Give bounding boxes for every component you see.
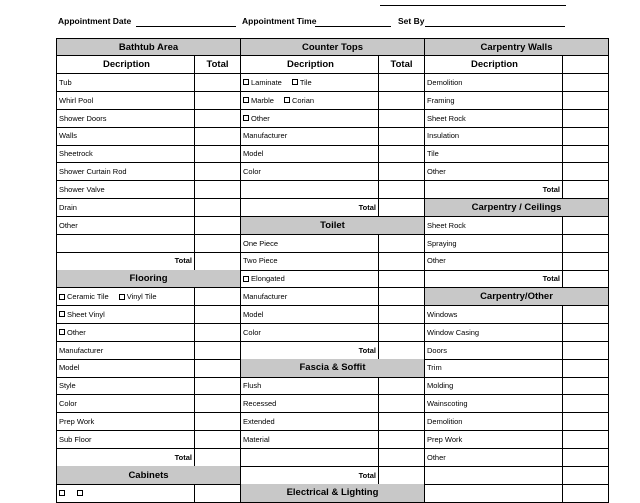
line-item-row bbox=[424, 74, 609, 92]
line-item-row bbox=[56, 484, 241, 502]
line-item-row bbox=[56, 377, 241, 395]
description-cell[interactable]: Color bbox=[241, 163, 379, 180]
total-cell[interactable] bbox=[379, 377, 424, 394]
description-cell[interactable]: Spraying bbox=[425, 234, 563, 251]
total-cell[interactable] bbox=[379, 109, 424, 126]
section-title: Electrical & Lighting bbox=[286, 487, 379, 499]
line-item-row bbox=[56, 288, 241, 306]
description-cell[interactable]: Model bbox=[241, 306, 379, 323]
total-cell[interactable] bbox=[563, 324, 608, 341]
section-title: Fascia & Soffit bbox=[299, 362, 366, 374]
description-cell[interactable]: Shower Curtain Rod bbox=[57, 163, 195, 180]
description-cell[interactable]: Tub bbox=[57, 74, 195, 91]
description-cell[interactable]: Model bbox=[57, 359, 195, 376]
description-cell[interactable]: Wainscoting bbox=[425, 395, 563, 412]
set-by-label: Set By bbox=[398, 16, 425, 26]
line-item-row bbox=[56, 109, 241, 127]
top-rule bbox=[380, 5, 566, 6]
line-item-row bbox=[424, 109, 609, 127]
options-cell bbox=[241, 74, 379, 91]
line-item-row bbox=[240, 92, 425, 110]
description-cell[interactable]: Sheet Rock bbox=[425, 217, 563, 234]
total-row bbox=[240, 466, 425, 484]
total-row bbox=[424, 181, 609, 199]
checkbox-icon[interactable] bbox=[243, 79, 249, 85]
appointment-time-field[interactable] bbox=[315, 26, 391, 27]
option-label: Elongated bbox=[251, 274, 285, 284]
total-cell[interactable] bbox=[195, 163, 240, 180]
description-cell[interactable] bbox=[425, 484, 563, 501]
checkbox-icon[interactable] bbox=[59, 490, 65, 496]
line-item-row bbox=[56, 306, 241, 324]
checkbox-icon[interactable] bbox=[284, 97, 290, 103]
total-cell[interactable] bbox=[379, 199, 424, 216]
checkbox-icon[interactable] bbox=[59, 329, 65, 335]
line-item-row bbox=[240, 74, 425, 92]
set-by-field[interactable] bbox=[425, 26, 565, 27]
option-checkbox[interactable] bbox=[243, 78, 282, 87]
estimate-form-grid bbox=[56, 38, 640, 499]
description-cell[interactable] bbox=[425, 466, 563, 483]
section-title: Counter Tops bbox=[301, 41, 364, 53]
section-header bbox=[56, 38, 241, 56]
line-item-row bbox=[424, 163, 609, 181]
description-cell[interactable]: Doors bbox=[425, 341, 563, 358]
description-cell[interactable]: Color bbox=[57, 395, 195, 412]
line-item-row bbox=[240, 127, 425, 145]
total-cell[interactable] bbox=[195, 217, 240, 234]
total-cell[interactable] bbox=[195, 252, 240, 269]
total-row bbox=[56, 449, 241, 467]
options-cell bbox=[57, 306, 195, 323]
total-cell[interactable] bbox=[379, 252, 424, 269]
description-cell[interactable]: Windows bbox=[425, 306, 563, 323]
line-item-row bbox=[56, 145, 241, 163]
appointment-date-label: Appointment Date bbox=[58, 16, 132, 26]
description-cell[interactable]: Model bbox=[241, 145, 379, 162]
total-label: Total bbox=[241, 466, 379, 483]
line-item-row bbox=[240, 288, 425, 306]
line-item-row bbox=[56, 413, 241, 431]
checkbox-icon[interactable] bbox=[243, 97, 249, 103]
section-header bbox=[424, 199, 609, 217]
description-cell[interactable]: Other bbox=[425, 163, 563, 180]
total-header bbox=[563, 56, 608, 73]
total-cell[interactable] bbox=[379, 145, 424, 162]
description-cell[interactable]: Manufacturer bbox=[241, 127, 379, 144]
total-header: Total bbox=[206, 59, 229, 71]
option-checkbox[interactable] bbox=[243, 96, 274, 105]
checkbox-icon[interactable] bbox=[292, 79, 298, 85]
total-cell[interactable] bbox=[195, 377, 240, 394]
line-item-row bbox=[56, 324, 241, 342]
line-item-row bbox=[424, 127, 609, 145]
total-cell[interactable] bbox=[195, 341, 240, 358]
line-item-row bbox=[56, 163, 241, 181]
description-cell[interactable] bbox=[241, 181, 379, 198]
description-cell[interactable]: Shower Valve bbox=[57, 181, 195, 198]
section-header bbox=[240, 484, 425, 502]
total-cell[interactable] bbox=[195, 74, 240, 91]
description-cell[interactable]: Window Casing bbox=[425, 324, 563, 341]
line-item-row bbox=[240, 413, 425, 431]
total-cell[interactable] bbox=[379, 324, 424, 341]
line-item-row bbox=[240, 145, 425, 163]
section-header bbox=[240, 38, 425, 56]
section-title: Bathtub Area bbox=[118, 41, 179, 53]
line-item-row bbox=[240, 395, 425, 413]
description-header: Decription bbox=[241, 56, 379, 73]
total-cell[interactable] bbox=[195, 127, 240, 144]
line-item-row bbox=[56, 341, 241, 359]
section-header bbox=[240, 217, 425, 235]
total-cell[interactable] bbox=[563, 270, 608, 287]
total-cell[interactable] bbox=[563, 145, 608, 162]
total-cell[interactable] bbox=[563, 413, 608, 430]
total-cell[interactable] bbox=[195, 484, 240, 501]
total-cell[interactable] bbox=[379, 431, 424, 448]
description-cell[interactable]: Manufacturer bbox=[241, 288, 379, 305]
total-row bbox=[240, 199, 425, 217]
option-label: Vinyl Tile bbox=[126, 292, 157, 302]
description-cell[interactable]: Extended bbox=[241, 413, 379, 430]
options-cell bbox=[241, 270, 379, 287]
total-cell[interactable] bbox=[379, 449, 424, 466]
total-cell[interactable] bbox=[379, 288, 424, 305]
description-cell[interactable]: Recessed bbox=[241, 395, 379, 412]
description-cell[interactable]: Insulation bbox=[425, 127, 563, 144]
option-checkbox[interactable] bbox=[59, 292, 109, 301]
total-cell[interactable] bbox=[563, 181, 608, 198]
line-item-row bbox=[240, 270, 425, 288]
checkbox-icon[interactable] bbox=[59, 311, 65, 317]
total-row bbox=[240, 341, 425, 359]
line-item-row bbox=[56, 92, 241, 110]
option-checkbox[interactable] bbox=[292, 78, 312, 87]
total-cell[interactable] bbox=[379, 92, 424, 109]
section-header bbox=[56, 270, 241, 288]
line-item-row bbox=[240, 306, 425, 324]
total-label: Total bbox=[57, 449, 195, 466]
description-cell[interactable]: Sheet Rock bbox=[425, 109, 563, 126]
line-item-row bbox=[424, 395, 609, 413]
line-item-row bbox=[424, 217, 609, 235]
description-cell[interactable]: One Piece bbox=[241, 234, 379, 251]
options-cell bbox=[241, 92, 379, 109]
line-item-row bbox=[424, 92, 609, 110]
line-item-row bbox=[240, 109, 425, 127]
line-item-row bbox=[56, 199, 241, 217]
section-header bbox=[56, 466, 241, 484]
section-header bbox=[240, 359, 425, 377]
appointment-header bbox=[0, 14, 640, 30]
total-cell[interactable] bbox=[195, 181, 240, 198]
line-item-row bbox=[424, 359, 609, 377]
total-cell[interactable] bbox=[195, 413, 240, 430]
checkbox-icon[interactable] bbox=[243, 276, 249, 282]
line-item-row bbox=[240, 181, 425, 199]
section-header bbox=[424, 288, 609, 306]
description-cell[interactable]: Shower Doors bbox=[57, 109, 195, 126]
total-cell[interactable] bbox=[563, 466, 608, 483]
line-item-row bbox=[56, 181, 241, 199]
line-item-row bbox=[424, 377, 609, 395]
line-item-row bbox=[240, 449, 425, 467]
description-header: Decription bbox=[57, 56, 195, 73]
total-cell[interactable] bbox=[195, 359, 240, 376]
total-cell[interactable] bbox=[563, 431, 608, 448]
line-item-row bbox=[240, 377, 425, 395]
option-label: Tile bbox=[299, 77, 312, 87]
description-cell[interactable] bbox=[241, 449, 379, 466]
total-cell[interactable] bbox=[563, 163, 608, 180]
total-cell[interactable] bbox=[563, 234, 608, 251]
line-item-row bbox=[424, 234, 609, 252]
total-cell[interactable] bbox=[379, 270, 424, 287]
description-cell[interactable]: Walls bbox=[57, 127, 195, 144]
appointment-time-label: Appointment Time bbox=[242, 16, 317, 26]
total-cell[interactable] bbox=[195, 145, 240, 162]
option-checkbox[interactable] bbox=[243, 274, 285, 283]
line-item-row bbox=[424, 413, 609, 431]
line-item-row bbox=[240, 163, 425, 181]
description-cell[interactable]: Prep Work bbox=[425, 431, 563, 448]
line-item-row bbox=[424, 449, 609, 467]
total-cell[interactable] bbox=[195, 431, 240, 448]
total-cell[interactable] bbox=[563, 341, 608, 358]
total-cell[interactable] bbox=[379, 466, 424, 483]
line-item-row bbox=[424, 324, 609, 342]
section-title: Carpentry Walls bbox=[480, 41, 553, 53]
option-label: Other bbox=[251, 113, 270, 123]
total-label: Total bbox=[57, 252, 195, 269]
line-item-row bbox=[424, 252, 609, 270]
total-cell[interactable] bbox=[563, 395, 608, 412]
line-item-row bbox=[56, 431, 241, 449]
line-item-row bbox=[56, 234, 241, 252]
options-cell bbox=[57, 324, 195, 341]
line-item-row bbox=[424, 431, 609, 449]
section-title: Carpentry / Ceilings bbox=[471, 201, 562, 213]
total-cell[interactable] bbox=[195, 395, 240, 412]
line-item-row bbox=[424, 484, 609, 502]
description-cell[interactable]: Demolition bbox=[425, 413, 563, 430]
description-header: Decription bbox=[425, 56, 563, 73]
line-item-row bbox=[56, 74, 241, 92]
description-cell[interactable]: Other bbox=[57, 217, 195, 234]
options-cell bbox=[57, 288, 195, 305]
total-cell[interactable] bbox=[379, 413, 424, 430]
total-cell[interactable] bbox=[563, 109, 608, 126]
line-item-row bbox=[56, 127, 241, 145]
total-cell[interactable] bbox=[563, 377, 608, 394]
line-item-row bbox=[240, 234, 425, 252]
checkbox-icon[interactable] bbox=[77, 490, 83, 496]
total-label: Total bbox=[241, 199, 379, 216]
option-label: Sheet Vinyl bbox=[67, 309, 105, 319]
column-header-row bbox=[56, 56, 241, 74]
option-label: Corian bbox=[291, 95, 315, 105]
option-label: Laminate bbox=[251, 77, 282, 87]
description-cell[interactable]: Sheetrock bbox=[57, 145, 195, 162]
total-row bbox=[424, 270, 609, 288]
line-item-row bbox=[240, 252, 425, 270]
total-cell[interactable] bbox=[563, 217, 608, 234]
total-cell[interactable] bbox=[563, 484, 608, 501]
total-label: Total bbox=[425, 270, 563, 287]
description-cell[interactable]: Trim bbox=[425, 359, 563, 376]
description-cell[interactable]: Prep Work bbox=[57, 413, 195, 430]
line-item-row bbox=[240, 324, 425, 342]
option-checkbox[interactable] bbox=[59, 490, 67, 496]
total-cell[interactable] bbox=[195, 199, 240, 216]
section-header bbox=[424, 38, 609, 56]
description-cell[interactable]: Molding bbox=[425, 377, 563, 394]
description-cell[interactable]: Style bbox=[57, 377, 195, 394]
total-cell[interactable] bbox=[379, 341, 424, 358]
description-cell[interactable]: Manufacturer bbox=[57, 341, 195, 358]
checkbox-icon[interactable] bbox=[59, 294, 65, 300]
total-row bbox=[56, 252, 241, 270]
total-cell[interactable] bbox=[563, 449, 608, 466]
description-cell[interactable]: Other bbox=[425, 252, 563, 269]
total-cell[interactable] bbox=[195, 449, 240, 466]
line-item-row bbox=[424, 341, 609, 359]
option-label: Other bbox=[67, 327, 86, 337]
description-cell[interactable]: Whirl Pool bbox=[57, 92, 195, 109]
total-cell[interactable] bbox=[563, 359, 608, 376]
description-cell[interactable]: Drain bbox=[57, 199, 195, 216]
description-cell[interactable]: Flush bbox=[241, 377, 379, 394]
total-header: Total bbox=[390, 59, 413, 71]
description-cell[interactable]: Color bbox=[241, 324, 379, 341]
option-label: Ceramic Tile bbox=[67, 292, 109, 302]
total-cell[interactable] bbox=[379, 395, 424, 412]
checkbox-icon[interactable] bbox=[243, 115, 249, 121]
checkbox-icon[interactable] bbox=[119, 294, 125, 300]
description-cell[interactable]: Tile bbox=[425, 145, 563, 162]
description-cell[interactable]: Sub Floor bbox=[57, 431, 195, 448]
total-label: Total bbox=[241, 341, 379, 358]
line-item-row bbox=[424, 466, 609, 484]
column-header-row bbox=[240, 56, 425, 74]
appointment-date-field[interactable] bbox=[136, 26, 236, 27]
total-cell[interactable] bbox=[195, 306, 240, 323]
line-item-row bbox=[56, 395, 241, 413]
section-title: Cabinets bbox=[128, 469, 169, 481]
description-cell[interactable] bbox=[57, 234, 195, 251]
total-cell[interactable] bbox=[195, 288, 240, 305]
total-cell[interactable] bbox=[379, 306, 424, 323]
total-cell[interactable] bbox=[379, 163, 424, 180]
total-cell[interactable] bbox=[379, 127, 424, 144]
total-cell[interactable] bbox=[563, 92, 608, 109]
total-cell[interactable] bbox=[379, 234, 424, 251]
line-item-row bbox=[424, 145, 609, 163]
total-cell[interactable] bbox=[563, 252, 608, 269]
options-cell bbox=[57, 484, 195, 501]
total-cell[interactable] bbox=[379, 181, 424, 198]
line-item-row bbox=[424, 306, 609, 324]
total-label: Total bbox=[425, 181, 563, 198]
option-checkbox[interactable] bbox=[59, 328, 86, 337]
total-cell[interactable] bbox=[195, 324, 240, 341]
column-header-row bbox=[424, 56, 609, 74]
option-checkbox[interactable] bbox=[119, 292, 157, 301]
line-item-row bbox=[240, 431, 425, 449]
option-checkbox[interactable] bbox=[284, 96, 314, 105]
section-title: Toilet bbox=[320, 219, 345, 231]
total-cell[interactable] bbox=[195, 92, 240, 109]
total-cell[interactable] bbox=[563, 127, 608, 144]
description-cell[interactable]: Demolition bbox=[425, 74, 563, 91]
total-cell[interactable] bbox=[563, 74, 608, 91]
section-title: Flooring bbox=[129, 273, 168, 285]
option-label: Marble bbox=[251, 95, 274, 105]
options-cell bbox=[241, 109, 379, 126]
description-cell[interactable]: Framing bbox=[425, 92, 563, 109]
line-item-row bbox=[56, 217, 241, 235]
description-cell[interactable]: Other bbox=[425, 449, 563, 466]
total-cell[interactable] bbox=[195, 234, 240, 251]
line-item-row bbox=[56, 359, 241, 377]
total-cell[interactable] bbox=[379, 74, 424, 91]
section-title: Carpentry/Other bbox=[480, 291, 553, 303]
description-cell[interactable]: Material bbox=[241, 431, 379, 448]
total-cell[interactable] bbox=[563, 306, 608, 323]
option-checkbox[interactable] bbox=[59, 310, 105, 319]
total-cell[interactable] bbox=[195, 109, 240, 126]
option-checkbox[interactable] bbox=[243, 114, 270, 123]
option-checkbox[interactable] bbox=[77, 490, 85, 496]
description-cell[interactable]: Two Piece bbox=[241, 252, 379, 269]
